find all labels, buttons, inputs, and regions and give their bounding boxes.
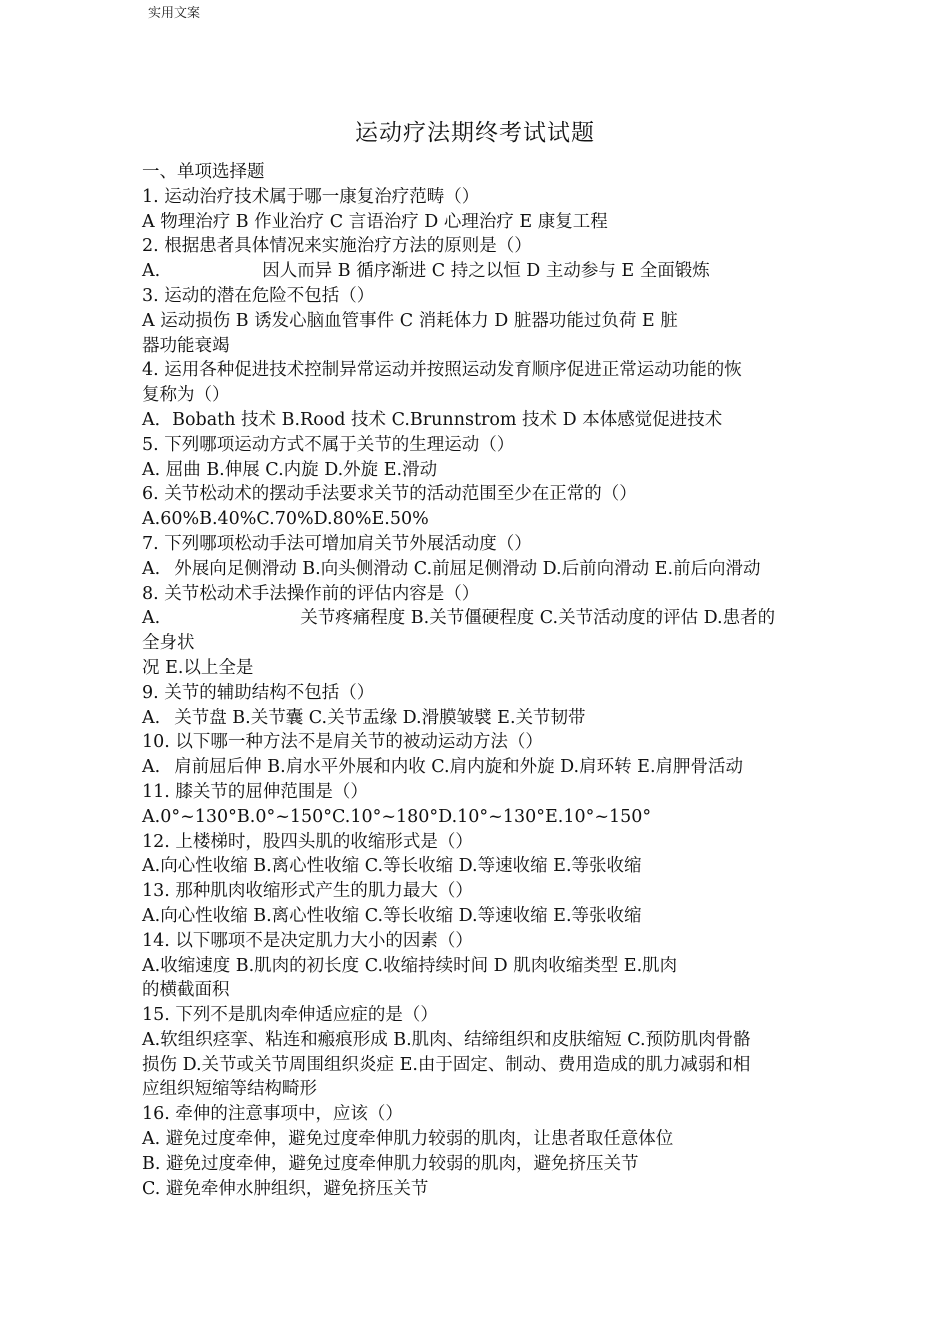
question-4-cont: 复称为（）	[142, 385, 230, 406]
question-10-options	[142, 755, 810, 780]
question-3: 3. 运动的潜在危险不包括（）	[142, 285, 375, 306]
question-6-options: A.60%B.40%C.70%D.80%E.50%	[142, 509, 429, 530]
question-8-options-cont: 全身状	[142, 633, 195, 654]
question-2: 2. 根据患者具体情况来实施治疗方法的原则是（）	[142, 236, 532, 257]
question-15-options: A.软组织痉挛、粘连和瘢痕形成 B.肌肉、结缔组织和皮肤缩短 C.预防肌肉骨骼	[142, 1029, 751, 1050]
option-prefix: A.	[142, 707, 161, 728]
question-7: 7. 下列哪项松动手法可增加肩关节外展活动度（）	[142, 533, 532, 554]
question-15: 15. 下列不是肌肉牵伸适应症的是（）	[142, 1005, 438, 1026]
options-text: 关节盘 B.关节囊 C.关节盂缘 D.滑膜皱襞 E.关节韧带	[174, 707, 586, 728]
question-5: 5. 下列哪项运动方式不属于关节的生理运动（）	[142, 434, 515, 455]
question-14-options: A.收缩速度 B.肌肉的初长度 C.收缩持续时间 D 肌肉收缩类型 E.肌肉	[142, 955, 678, 976]
question-2-options	[142, 259, 810, 284]
question-8: 8. 关节松动术手法操作前的评估内容是（）	[142, 583, 480, 604]
question-13-options: A.向心性收缩 B.离心性收缩 C.等长收缩 D.等速收缩 E.等张收缩	[142, 905, 642, 926]
question-16-option-c: C. 避免牵伸水肿组织，避免挤压关节	[142, 1178, 429, 1199]
question-5-options: A. 屈曲 B.伸展 C.内旋 D.外旋 E.滑动	[142, 459, 438, 480]
question-15-options-cont-2: 应组织短缩等结构畸形	[142, 1079, 317, 1100]
question-16-option-b: B. 避免过度牵伸，避免过度牵伸肌力较弱的肌肉，避免挤压关节	[142, 1153, 639, 1174]
options-text: 肩前屈后伸 B.肩水平外展和内收 C.肩内旋和外旋 D.肩环转 E.肩胛骨活动	[174, 757, 744, 778]
question-11-options: A.0°~130°B.0°~150°C.10°~180°D.10°~130°E.10°~150°	[142, 806, 652, 827]
question-12-options: A.向心性收缩 B.离心性收缩 C.等长收缩 D.等速收缩 E.等张收缩	[142, 856, 642, 877]
question-10: 10. 以下哪一种方法不是肩关节的被动运动方法（）	[142, 732, 543, 753]
question-9-options	[142, 706, 810, 731]
question-14-options-cont: 的横截面积	[142, 980, 230, 1001]
question-1: 1. 运动治疗技术属于哪一康复治疗范畴（）	[142, 186, 480, 207]
question-14: 14. 以下哪项不是决定肌力大小的因素（）	[142, 930, 473, 951]
question-11: 11. 膝关节的屈伸范围是（）	[142, 781, 368, 802]
question-16-option-a: A. 避免过度牵伸，避免过度牵伸肌力较弱的肌肉，让患者取任意体位	[142, 1129, 674, 1150]
options-text: 外展向足侧滑动 B.向头侧滑动 C.前屈足侧滑动 D.后前向滑动 E.前后向滑动	[174, 558, 761, 579]
question-1-options: A 物理治疗 B 作业治疗 C 言语治疗 D 心理治疗 E 康复工程	[142, 211, 608, 232]
options-text: 关节疼痛程度 B.关节僵硬程度 C.关节活动度的评估 D.患者的	[300, 608, 776, 629]
question-8-options	[142, 606, 810, 631]
question-8-options-cont-2: 况 E.以上全是	[142, 657, 254, 678]
question-9: 9. 关节的辅助结构不包括（）	[142, 682, 375, 703]
question-7-options	[142, 557, 810, 582]
option-prefix: A.	[142, 558, 161, 579]
section-heading: 一、单项选择题	[142, 162, 265, 182]
option-prefix: A.	[142, 261, 161, 282]
question-13: 13. 那种肌肉收缩形式产生的肌力最大（）	[142, 881, 473, 902]
question-3-options-cont: 器功能衰竭	[142, 335, 230, 356]
question-12: 12. 上楼梯时，股四头肌的收缩形式是（）	[142, 831, 473, 852]
question-4-options: A．Bobath 技术 B.Rood 技术 C.Brunnstrom 技术 D 本体感觉促进技术	[142, 409, 723, 430]
page-title: 运动疗法期终考试试题	[355, 120, 595, 146]
question-15-options-cont: 损伤 D.关节或关节周围组织炎症 E.由于固定、制动、费用造成的肌力减弱和相	[142, 1054, 751, 1075]
option-prefix: A.	[142, 608, 161, 629]
question-16: 16. 牵伸的注意事项中，应该（）	[142, 1104, 403, 1125]
question-list	[142, 160, 810, 1201]
question-3-options: A 运动损伤 B 诱发心脑血管事件 C 消耗体力 D 脏器功能过负荷 E 脏	[142, 310, 678, 331]
header-note: 实用文案	[148, 6, 201, 21]
question-6: 6. 关节松动术的摆动手法要求关节的活动范围至少在正常的（）	[142, 484, 637, 505]
options-text: 因人而异 B 循序渐进 C 持之以恒 D 主动参与 E 全面锻炼	[262, 261, 710, 282]
option-prefix: A.	[142, 757, 161, 778]
question-4: 4. 运用各种促进技术控制异常运动并按照运动发育顺序促进正常运动功能的恢	[142, 360, 742, 381]
